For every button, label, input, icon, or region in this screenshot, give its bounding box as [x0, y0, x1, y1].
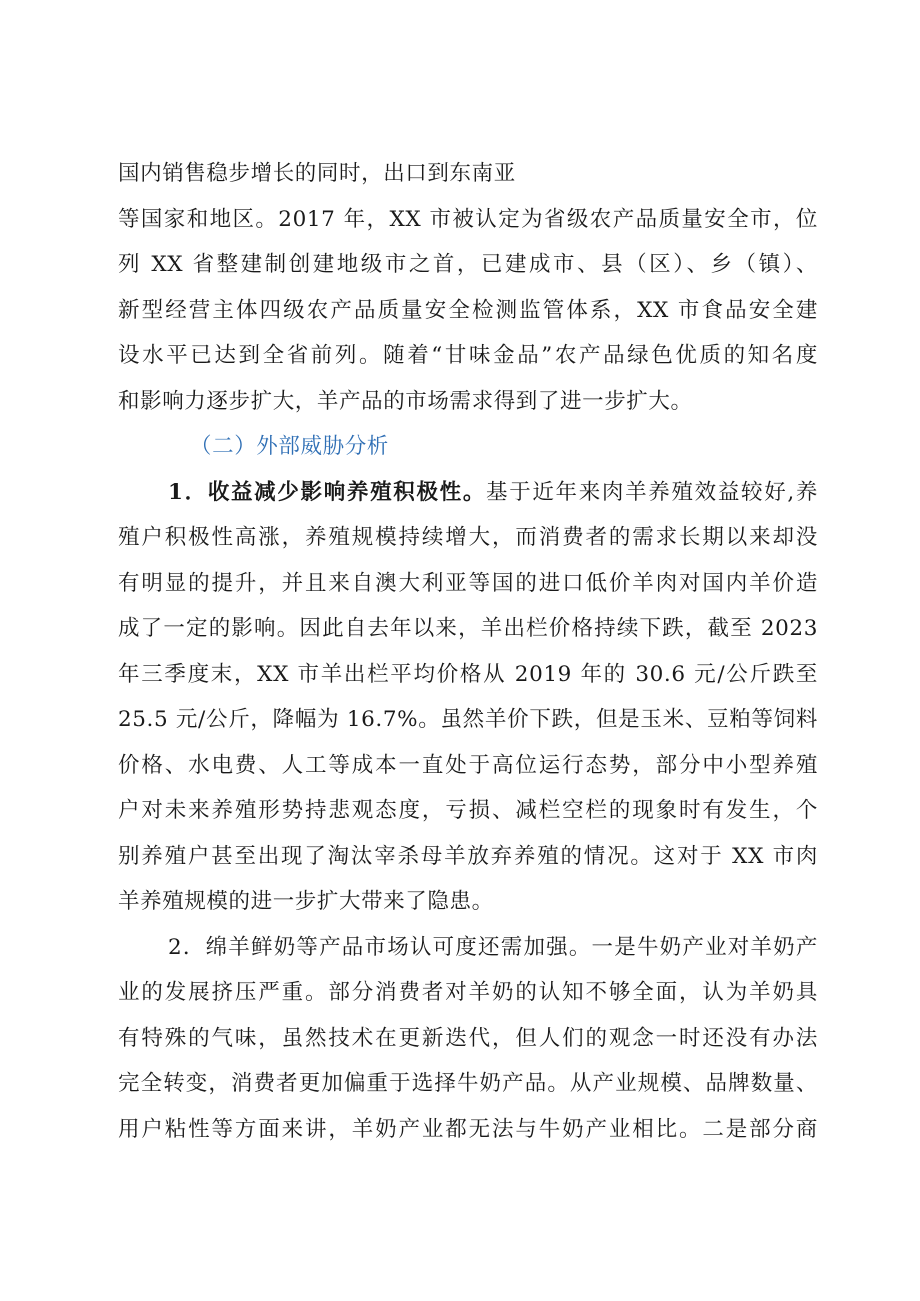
document-page [118, 160, 818, 1161]
item1-first-line-rest: 基于近年来肉羊养殖效益较好,养 [486, 479, 818, 505]
text-line: 用户粘性等方面来讲，羊奶产业都无法与牛奶产业相比。二是部分商 [118, 1116, 818, 1142]
text-line: 成了一定的影响。因此自去年以来，羊出栏价格持续下跌，截至 2023 [118, 616, 818, 641]
section-heading: （二）外部威胁分析 [190, 434, 389, 459]
item1-first-line [118, 479, 818, 506]
text-line: 业的发展挤压严重。部分消费者对羊奶的认知不够全面，认为羊奶具 [118, 980, 818, 1005]
text-line: 完全转变，消费者更加偏重于选择牛奶产品。从产业规模、品牌数量、 [118, 1071, 818, 1096]
text-line: 和影响力逐步扩大，羊产品的市场需求得到了进一步扩大。 [118, 388, 693, 414]
text-line: 新型经营主体四级农产品质量安全检测监管体系，XX 市食品安全建 [118, 297, 818, 323]
text-line: 设水平已达到全省前列。随着“甘味金品”农产品绿色优质的知名度 [118, 343, 818, 368]
text-line: 国内销售稳步增长的同时，出口到东南亚 [118, 161, 516, 186]
text-line: 价格、水电费、人工等成本一直处于高位运行态势，部分中小型养殖 [118, 752, 818, 778]
item1-title: 1．收益减少影响养殖积极性。 [168, 479, 487, 505]
text-line: 有特殊的气味，虽然技术在更新迭代，但人们的观念一时还没有办法 [118, 1025, 818, 1051]
text-line: 列 XX 省整建制创建地级市之首，已建成市、县（区）、乡（镇）、 [118, 252, 818, 277]
text-line: 25.5 元/公斤，降幅为 16.7%。虽然羊价下跌，但是玉米、豆粕等饲料 [118, 707, 818, 732]
text-line: 羊养殖规模的进一步扩大带来了隐患。 [118, 889, 494, 914]
item2-first-line: 2．绵羊鲜奶等产品市场认可度还需加强。一是牛奶产业对羊奶产 [168, 934, 818, 960]
text-line: 户对未来养殖形势持悲观态度，亏损、减栏空栏的现象时有发生，个 [118, 798, 818, 823]
text-line: 等国家和地区。2017 年，XX 市被认定为省级农产品质量安全市，位 [118, 206, 818, 232]
text-line: 殖户积极性高涨，养殖规模持续增大，而消费者的需求长期以来却没 [118, 525, 818, 550]
text-line: 别养殖户甚至出现了淘汰宰杀母羊放弃养殖的情况。这对于 XX 市肉 [118, 843, 818, 869]
text-line: 年三季度末，XX 市羊出栏平均价格从 2019 年的 30.6 元/公斤跌至 [118, 661, 818, 687]
text-line: 有明显的提升，并且来自澳大利亚等国的进口低价羊肉对国内羊价造 [118, 570, 818, 596]
